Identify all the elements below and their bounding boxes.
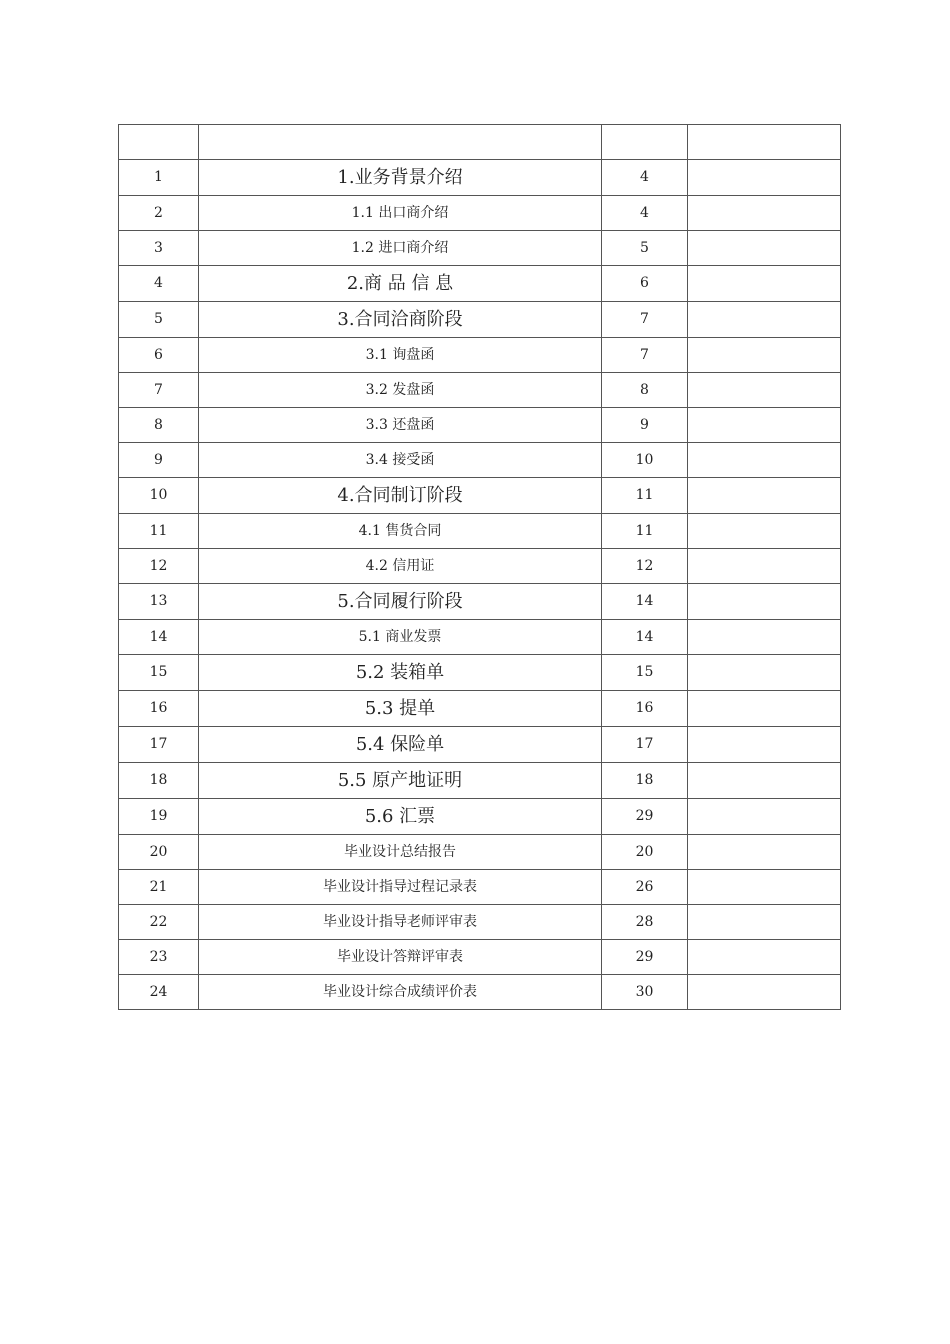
table-row <box>119 584 841 620</box>
table-row <box>119 443 841 478</box>
row-title-cell: 3.4 接受函 <box>199 443 602 478</box>
table-row <box>119 763 841 799</box>
row-title-cell: 毕业设计答辩评审表 <box>199 940 602 975</box>
row-page-cell: 7 <box>602 338 688 373</box>
table-row <box>119 338 841 373</box>
row-note-cell <box>688 338 841 373</box>
row-title-cell: 4.2 信用证 <box>199 549 602 584</box>
header-page-cell <box>602 125 688 160</box>
row-number-cell: 8 <box>119 408 199 443</box>
row-title-cell: 5.4 保险单 <box>199 727 602 763</box>
row-title-cell: 3.2 发盘函 <box>199 373 602 408</box>
table-row <box>119 905 841 940</box>
row-number-cell: 4 <box>119 266 199 302</box>
row-number-cell: 5 <box>119 302 199 338</box>
row-number-cell: 24 <box>119 975 199 1010</box>
table-row <box>119 655 841 691</box>
row-note-cell <box>688 443 841 478</box>
row-note-cell <box>688 691 841 727</box>
row-number-cell: 21 <box>119 870 199 905</box>
table-row <box>119 196 841 231</box>
row-page-cell: 4 <box>602 160 688 196</box>
row-number-cell: 2 <box>119 196 199 231</box>
row-note-cell <box>688 514 841 549</box>
row-title-cell: 4.合同制订阶段 <box>199 478 602 514</box>
row-note-cell <box>688 799 841 835</box>
row-title-cell: 5.合同履行阶段 <box>199 584 602 620</box>
row-note-cell <box>688 620 841 655</box>
row-page-cell: 7 <box>602 302 688 338</box>
row-page-cell: 4 <box>602 196 688 231</box>
row-number-cell: 7 <box>119 373 199 408</box>
row-note-cell <box>688 655 841 691</box>
row-page-cell: 16 <box>602 691 688 727</box>
row-number-cell: 14 <box>119 620 199 655</box>
row-note-cell <box>688 727 841 763</box>
table-row <box>119 266 841 302</box>
table-row <box>119 940 841 975</box>
table-row <box>119 975 841 1010</box>
table-row <box>119 870 841 905</box>
row-title-cell: 3.合同洽商阶段 <box>199 302 602 338</box>
row-page-cell: 10 <box>602 443 688 478</box>
table-row <box>119 514 841 549</box>
row-title-cell: 毕业设计指导老师评审表 <box>199 905 602 940</box>
row-note-cell <box>688 940 841 975</box>
row-number-cell: 11 <box>119 514 199 549</box>
row-page-cell: 26 <box>602 870 688 905</box>
row-number-cell: 23 <box>119 940 199 975</box>
row-page-cell: 6 <box>602 266 688 302</box>
row-note-cell <box>688 266 841 302</box>
table-row <box>119 302 841 338</box>
row-number-cell: 17 <box>119 727 199 763</box>
table-row <box>119 691 841 727</box>
row-note-cell <box>688 160 841 196</box>
row-title-cell: 1.1 出口商介绍 <box>199 196 602 231</box>
row-number-cell: 6 <box>119 338 199 373</box>
table-row <box>119 408 841 443</box>
row-title-cell: 5.6 汇票 <box>199 799 602 835</box>
row-title-cell: 1.业务背景介绍 <box>199 160 602 196</box>
row-note-cell <box>688 584 841 620</box>
row-number-cell: 20 <box>119 835 199 870</box>
table-row <box>119 160 841 196</box>
row-note-cell <box>688 478 841 514</box>
row-title-cell: 3.3 还盘函 <box>199 408 602 443</box>
row-number-cell: 13 <box>119 584 199 620</box>
row-note-cell <box>688 196 841 231</box>
row-page-cell: 18 <box>602 763 688 799</box>
row-title-cell: 毕业设计总结报告 <box>199 835 602 870</box>
row-title-cell: 1.2 进口商介绍 <box>199 231 602 266</box>
toc-body <box>119 125 841 1010</box>
table-row <box>119 727 841 763</box>
table-row <box>119 549 841 584</box>
row-note-cell <box>688 549 841 584</box>
row-page-cell: 20 <box>602 835 688 870</box>
row-number-cell: 15 <box>119 655 199 691</box>
row-page-cell: 29 <box>602 799 688 835</box>
header-row <box>119 125 841 160</box>
row-page-cell: 14 <box>602 584 688 620</box>
row-page-cell: 30 <box>602 975 688 1010</box>
row-title-cell: 毕业设计综合成绩评价表 <box>199 975 602 1010</box>
row-number-cell: 16 <box>119 691 199 727</box>
row-title-cell: 4.1 售货合同 <box>199 514 602 549</box>
row-number-cell: 10 <box>119 478 199 514</box>
header-note-cell <box>688 125 841 160</box>
table-row <box>119 799 841 835</box>
row-number-cell: 9 <box>119 443 199 478</box>
row-title-cell: 5.3 提单 <box>199 691 602 727</box>
row-note-cell <box>688 373 841 408</box>
table-row <box>119 478 841 514</box>
row-note-cell <box>688 231 841 266</box>
header-title-cell <box>199 125 602 160</box>
row-page-cell: 5 <box>602 231 688 266</box>
row-note-cell <box>688 905 841 940</box>
row-title-cell: 2.商 品 信 息 <box>199 266 602 302</box>
row-page-cell: 14 <box>602 620 688 655</box>
row-note-cell <box>688 763 841 799</box>
row-number-cell: 1 <box>119 160 199 196</box>
row-page-cell: 29 <box>602 940 688 975</box>
row-number-cell: 22 <box>119 905 199 940</box>
table-row <box>119 231 841 266</box>
row-title-cell: 5.1 商业发票 <box>199 620 602 655</box>
table-row <box>119 620 841 655</box>
row-page-cell: 11 <box>602 514 688 549</box>
row-note-cell <box>688 975 841 1010</box>
row-title-cell: 毕业设计指导过程记录表 <box>199 870 602 905</box>
row-page-cell: 17 <box>602 727 688 763</box>
row-page-cell: 12 <box>602 549 688 584</box>
row-number-cell: 12 <box>119 549 199 584</box>
table-row <box>119 373 841 408</box>
row-note-cell <box>688 835 841 870</box>
header-num-cell <box>119 125 199 160</box>
toc-table <box>118 124 841 1010</box>
row-note-cell <box>688 870 841 905</box>
row-page-cell: 28 <box>602 905 688 940</box>
row-title-cell: 3.1 询盘函 <box>199 338 602 373</box>
row-page-cell: 8 <box>602 373 688 408</box>
row-number-cell: 18 <box>119 763 199 799</box>
table-row <box>119 835 841 870</box>
row-page-cell: 11 <box>602 478 688 514</box>
row-title-cell: 5.2 装箱单 <box>199 655 602 691</box>
row-page-cell: 9 <box>602 408 688 443</box>
row-number-cell: 3 <box>119 231 199 266</box>
row-number-cell: 19 <box>119 799 199 835</box>
row-title-cell: 5.5 原产地证明 <box>199 763 602 799</box>
row-note-cell <box>688 408 841 443</box>
row-note-cell <box>688 302 841 338</box>
row-page-cell: 15 <box>602 655 688 691</box>
